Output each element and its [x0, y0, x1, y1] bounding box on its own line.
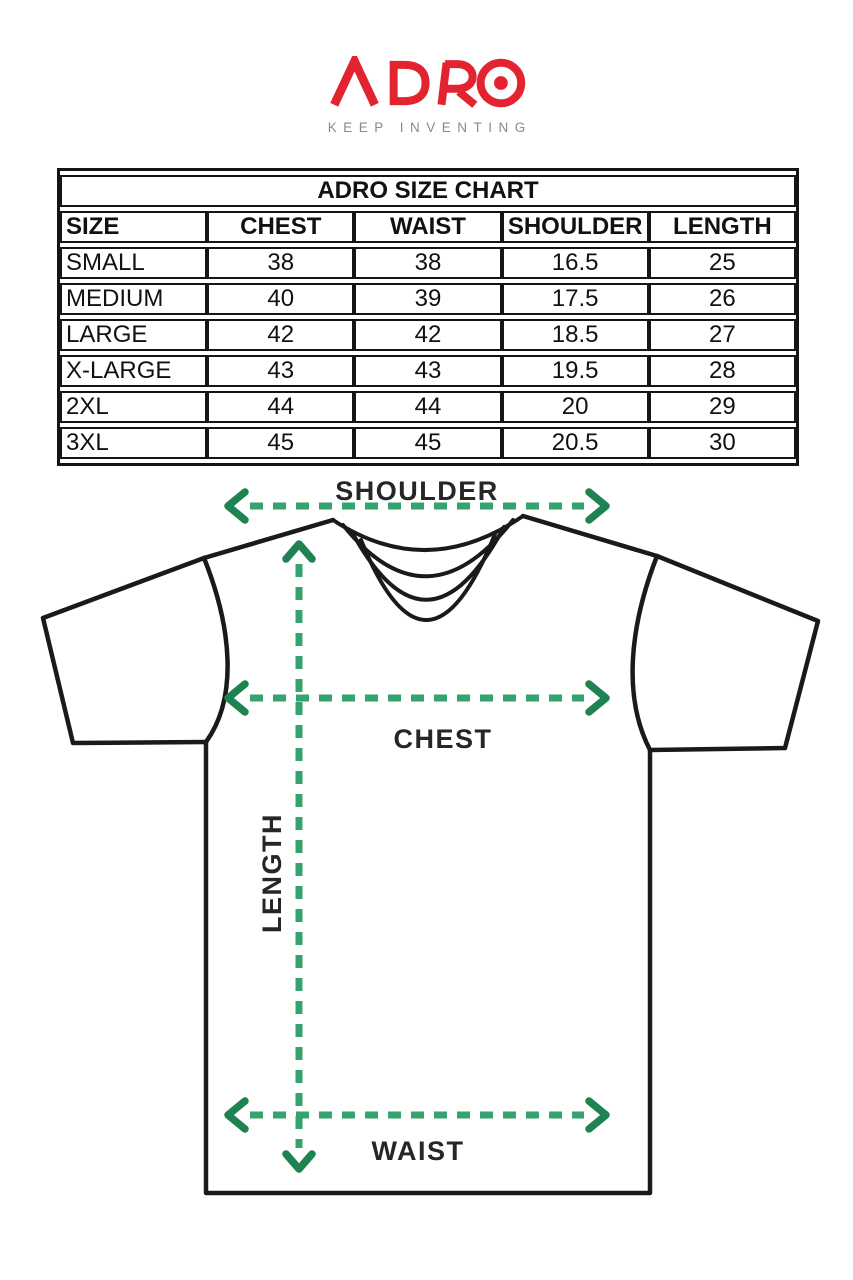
- shoulder-value-cell: 19.5: [502, 355, 649, 387]
- size-name-cell: MEDIUM: [60, 283, 207, 315]
- length-value-cell: 30: [649, 427, 796, 459]
- length-measure-arrow: [286, 544, 312, 1169]
- size-name-cell: SMALL: [60, 247, 207, 279]
- tshirt-outline: [43, 516, 818, 1193]
- collar: [333, 516, 523, 620]
- waist-value-cell: 38: [354, 247, 501, 279]
- adro-logo-icon: [327, 56, 527, 110]
- chest-value-cell: 40: [207, 283, 354, 315]
- shoulder-label: SHOULDER: [335, 476, 499, 506]
- shoulder-value-cell: 16.5: [502, 247, 649, 279]
- arrowhead-right-icon: [589, 1101, 606, 1129]
- size-name-cell: 3XL: [60, 427, 207, 459]
- table-title-row: [60, 175, 796, 207]
- arrowhead-right-icon: [589, 492, 606, 520]
- chest-value-cell: 38: [207, 247, 354, 279]
- right-sleeve: [650, 556, 818, 750]
- size-chart-table: [57, 168, 799, 466]
- arrowhead-down-icon: [286, 1154, 312, 1169]
- waist-label: WAIST: [371, 1136, 465, 1166]
- waist-value-cell: 43: [354, 355, 501, 387]
- waist-value-cell: 44: [354, 391, 501, 423]
- brand-header: [0, 56, 853, 135]
- chest-label: CHEST: [393, 724, 493, 754]
- right-armhole-seam: [633, 556, 657, 750]
- length-value-cell: 28: [649, 355, 796, 387]
- length-label: LENGTH: [257, 813, 287, 933]
- size-name-cell: LARGE: [60, 319, 207, 351]
- arrowhead-left-icon: [228, 1101, 245, 1129]
- logo-letter-r-stem: [441, 63, 446, 105]
- table-row: [60, 355, 796, 387]
- table-row: [60, 247, 796, 279]
- size-chart-table-wrap: [57, 168, 799, 466]
- table-row: [60, 319, 796, 351]
- waist-value-cell: 45: [354, 427, 501, 459]
- left-armhole-seam: [204, 558, 228, 742]
- logo-letter-o-dot: [494, 76, 508, 90]
- logo-letter-r-bowl: [445, 64, 473, 89]
- chest-value-cell: 44: [207, 391, 354, 423]
- arrowhead-up-icon: [286, 544, 312, 559]
- logo-letter-d: [393, 65, 425, 101]
- tshirt-measurement-diagram: [0, 458, 853, 1248]
- waist-measure-arrow: [228, 1101, 606, 1129]
- body-outline: [206, 742, 650, 1193]
- arrowhead-right-icon: [589, 684, 606, 712]
- shoulder-value-cell: 17.5: [502, 283, 649, 315]
- length-value-cell: 27: [649, 319, 796, 351]
- column-header-size: SIZE: [60, 211, 207, 243]
- length-value-cell: 29: [649, 391, 796, 423]
- waist-value-cell: 42: [354, 319, 501, 351]
- logo-letter-r-leg: [458, 92, 474, 105]
- chest-value-cell: 42: [207, 319, 354, 351]
- brand-tagline: KEEP INVENTING: [327, 120, 532, 135]
- table-row: [60, 427, 796, 459]
- shoulder-value-cell: 20: [502, 391, 649, 423]
- waist-value-cell: 39: [354, 283, 501, 315]
- size-name-cell: 2XL: [60, 391, 207, 423]
- chest-measure-arrow: [228, 684, 606, 712]
- table-row: [60, 391, 796, 423]
- column-header-length: LENGTH: [649, 211, 796, 243]
- shoulder-value-cell: 18.5: [502, 319, 649, 351]
- chest-value-cell: 45: [207, 427, 354, 459]
- table-header-row: [60, 211, 796, 243]
- column-header-shoulder: SHOULDER: [502, 211, 649, 243]
- chest-value-cell: 43: [207, 355, 354, 387]
- size-name-cell: X-LARGE: [60, 355, 207, 387]
- length-value-cell: 25: [649, 247, 796, 279]
- column-header-chest: CHEST: [207, 211, 354, 243]
- arrowhead-left-icon: [228, 492, 245, 520]
- length-value-cell: 26: [649, 283, 796, 315]
- table-row: [60, 283, 796, 315]
- logo-letter-a: [334, 61, 375, 104]
- left-shoulder-seam: [204, 520, 333, 558]
- left-sleeve: [43, 558, 206, 743]
- column-header-waist: WAIST: [354, 211, 501, 243]
- shoulder-value-cell: 20.5: [502, 427, 649, 459]
- arrowhead-left-icon: [228, 684, 245, 712]
- table-title: ADRO SIZE CHART: [60, 175, 796, 207]
